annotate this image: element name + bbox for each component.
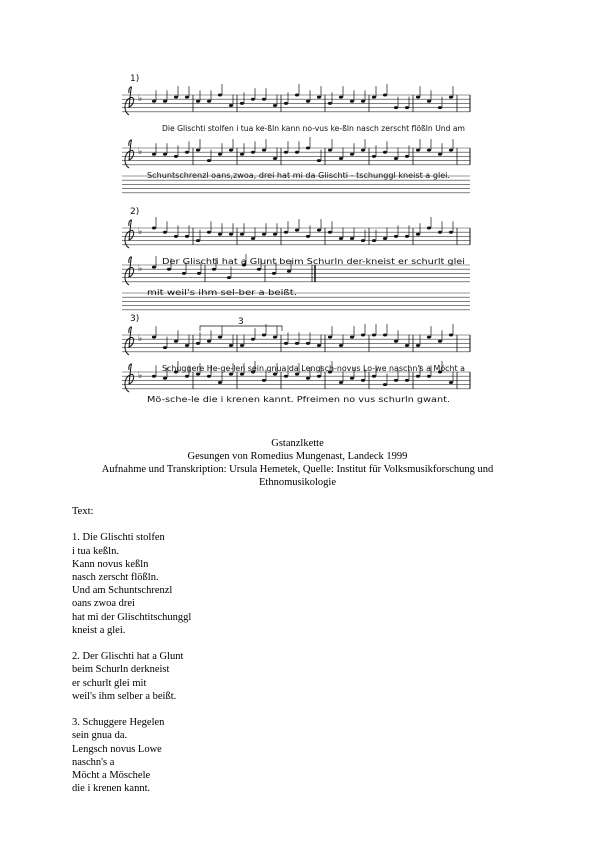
lyric-line-upper: Die Glischti stolfen i tua ke-ßln kann no-vus ke-ßln nasch zerscht flößln Und am (162, 124, 465, 133)
note-head (207, 340, 211, 343)
note-head (449, 149, 453, 152)
note-head (227, 276, 231, 279)
note-head (317, 229, 321, 232)
note-head (383, 237, 387, 240)
note-head (196, 342, 200, 345)
verse-line: 3. Schuggere Hegelen (72, 717, 165, 729)
note-head (185, 344, 189, 347)
note-head (317, 159, 321, 162)
note-head (185, 151, 189, 154)
flat-sign: ♭ (138, 94, 143, 104)
note-head (240, 102, 244, 105)
note-head (272, 272, 276, 275)
note-head (273, 373, 277, 376)
lyric-line-lower: Mö-sche-le die i krenen kannt. Pfreimen no vus schurln gwant. (147, 395, 450, 404)
note-head (306, 147, 310, 150)
caption-institute: Ethnomusikologie (259, 477, 336, 488)
verse-line: naschn's a (72, 756, 115, 768)
flat-sign: ♭ (138, 334, 143, 344)
treble-clef-icon (125, 87, 134, 115)
treble-clef-icon (125, 257, 134, 285)
note-head (218, 153, 222, 156)
tuplet-number: 3 (238, 317, 244, 327)
note-head (152, 153, 156, 156)
note-head (383, 383, 387, 386)
note-head (295, 229, 299, 232)
note-head (197, 272, 201, 275)
note-head (350, 153, 354, 156)
verse-line: oans zwoa drei (72, 598, 135, 610)
verse-2 (72, 650, 532, 703)
note-head (416, 149, 420, 152)
note-head (273, 104, 277, 107)
note-head (394, 235, 398, 238)
note-head (317, 375, 321, 378)
note-head (163, 231, 167, 234)
note-head (449, 96, 453, 99)
note-head (317, 344, 321, 347)
flat-sign: ♭ (138, 147, 143, 157)
note-head (394, 379, 398, 382)
note-head (284, 151, 288, 154)
note-head (218, 94, 222, 97)
flat-sign: ♭ (138, 227, 143, 237)
note-head (262, 149, 266, 152)
caption-title: Gstanzlkette (271, 438, 324, 449)
note-head (339, 157, 343, 160)
verse-line: Möcht a Möschele (72, 770, 151, 782)
note-head (328, 102, 332, 105)
note-head (317, 96, 321, 99)
note-head (207, 231, 211, 234)
note-head (196, 239, 200, 242)
verse-line: beim Schurln derkneist (72, 664, 170, 676)
note-head (295, 373, 299, 376)
note-head (185, 375, 189, 378)
note-head (185, 235, 189, 238)
note-head (438, 106, 442, 109)
verse-line: Lengsch novus Lowe (72, 743, 162, 755)
note-head (328, 149, 332, 152)
note-head (182, 272, 186, 275)
verse-line: weil's ihm selber a beißt. (72, 690, 177, 702)
note-head (405, 235, 409, 238)
lyric-line-upper: Der Glischti hat a Glunt beim Schurln der-kneist er schurlt glei (162, 257, 465, 266)
note-head (438, 153, 442, 156)
flat-sign: ♭ (138, 371, 143, 381)
note-head (427, 227, 431, 230)
note-head (449, 231, 453, 234)
note-head (284, 102, 288, 105)
note-head (152, 100, 156, 103)
note-head (251, 151, 255, 154)
note-head (339, 237, 343, 240)
note-head (240, 373, 244, 376)
note-head (262, 334, 266, 337)
system-number: 1) (130, 74, 140, 84)
verse-3 (72, 716, 532, 795)
note-head (361, 379, 365, 382)
note-head (328, 231, 332, 234)
staff (122, 84, 470, 115)
note-head (394, 157, 398, 160)
verse-line: i tua keßln. (72, 545, 119, 557)
note-head (372, 155, 376, 158)
staff (122, 217, 470, 248)
verse-line: Und am Schuntschrenzl (72, 585, 173, 597)
note-head (185, 96, 189, 99)
note-head (174, 96, 178, 99)
lyric-line-upper: Schuggere He-ge-len sein gnua da Lengsch-novus Lo-we naschn's a Möcht a (162, 364, 465, 373)
note-head (372, 239, 376, 242)
treble-clef-icon (125, 364, 134, 392)
note-head (152, 266, 156, 269)
note-head (240, 153, 244, 156)
note-head (306, 377, 310, 380)
note-head (427, 336, 431, 339)
lyric-line-lower: mit weil's ihm sel-ber a beißt. (147, 288, 297, 297)
staff (122, 137, 470, 168)
caption-performer: Gesungen von Romedius Mungenast, Landeck 1999 (187, 451, 408, 462)
note-head (240, 344, 244, 347)
note-head (383, 151, 387, 154)
note-head (262, 379, 266, 382)
verse-line: hat mi der Glischtitschunggl (72, 611, 192, 623)
note-head (405, 344, 409, 347)
note-head (163, 153, 167, 156)
note-head (152, 375, 156, 378)
note-head (405, 106, 409, 109)
verse-line: sein gnua da. (72, 730, 128, 742)
note-head (306, 100, 310, 103)
treble-clef-icon (125, 327, 134, 355)
verse-line: 2. Der Glischti hat a Glunt (72, 651, 184, 663)
note-head (295, 94, 299, 97)
note-head (427, 100, 431, 103)
note-head (405, 155, 409, 158)
note-head (449, 381, 453, 384)
note-head (207, 100, 211, 103)
treble-clef-icon (125, 220, 134, 248)
note-head (416, 233, 420, 236)
note-head (339, 96, 343, 99)
note-head (240, 233, 244, 236)
note-head (287, 270, 291, 273)
note-head (273, 157, 277, 160)
note-head (361, 100, 365, 103)
note-head (218, 233, 222, 236)
treble-clef-icon (125, 140, 134, 168)
note-head (174, 340, 178, 343)
note-head (394, 106, 398, 109)
note-head (306, 342, 310, 345)
note-head (339, 344, 343, 347)
note-head (174, 155, 178, 158)
note-head (438, 340, 442, 343)
note-head (218, 381, 222, 384)
note-head (372, 96, 376, 99)
verse-1 (72, 531, 532, 637)
note-head (174, 235, 178, 238)
lyric-line-lower: Schuntschrenzl oans,zwoa, drei hat mi da Glischti - tschunggl kneist a glei. (147, 171, 450, 180)
verse-line: kneist a glei. (72, 624, 126, 636)
note-head (152, 227, 156, 230)
note-head (251, 237, 255, 240)
note-head (229, 373, 233, 376)
note-head (361, 239, 365, 242)
note-head (361, 334, 365, 337)
note-head (350, 377, 354, 380)
note-head (251, 338, 255, 341)
note-head (405, 379, 409, 382)
system-number: 2) (130, 207, 140, 217)
note-head (262, 233, 266, 236)
note-head (229, 149, 233, 152)
note-head (273, 336, 277, 339)
note-head (229, 104, 233, 107)
note-head (416, 375, 420, 378)
note-head (229, 344, 233, 347)
note-head (383, 94, 387, 97)
note-head (196, 373, 200, 376)
note-head (427, 375, 431, 378)
note-head (218, 336, 222, 339)
note-head (229, 233, 233, 236)
note-head (212, 268, 216, 271)
system-number: 3) (130, 314, 140, 324)
note-head (361, 149, 365, 152)
note-head (383, 334, 387, 337)
note-head (372, 375, 376, 378)
staff (122, 324, 470, 355)
note-head (163, 100, 167, 103)
note-head (416, 96, 420, 99)
note-head (295, 342, 299, 345)
caption-recording: Aufnahme und Transkription: Ursula Hemetek, Quelle: Institut für Volksmusikforschung und (101, 464, 494, 475)
flat-sign: ♭ (138, 264, 143, 274)
note-head (284, 231, 288, 234)
note-head (350, 237, 354, 240)
verse-line: 1. Die Glischti stolfen (72, 532, 165, 544)
verse-line: nasch zerscht flößln. (72, 572, 159, 583)
note-head (328, 336, 332, 339)
note-head (339, 381, 343, 384)
note-head (372, 334, 376, 337)
note-head (427, 149, 431, 152)
note-head (438, 231, 442, 234)
note-head (449, 334, 453, 337)
note-head (350, 100, 354, 103)
note-head (416, 344, 420, 347)
text-heading: Text: (72, 506, 94, 517)
note-head (152, 336, 156, 339)
note-head (196, 100, 200, 103)
verse-line: Kann novus keßln (72, 558, 149, 570)
note-head (163, 377, 167, 380)
note-head (251, 98, 255, 101)
note-head (196, 149, 200, 152)
note-head (167, 268, 171, 271)
note-head (295, 151, 299, 154)
note-head (284, 342, 288, 345)
note-head (273, 233, 277, 236)
note-head (207, 375, 211, 378)
music-score (0, 0, 595, 420)
verse-line: die i krenen kannt. (72, 783, 151, 795)
lyrics-text (72, 505, 532, 795)
note-head (262, 98, 266, 101)
note-head (350, 336, 354, 339)
note-head (306, 235, 310, 238)
note-head (207, 159, 211, 162)
note-head (257, 268, 261, 271)
verse-line: er schurlt glei mit (72, 677, 147, 689)
note-head (394, 340, 398, 343)
note-head (284, 375, 288, 378)
note-head (163, 346, 167, 349)
